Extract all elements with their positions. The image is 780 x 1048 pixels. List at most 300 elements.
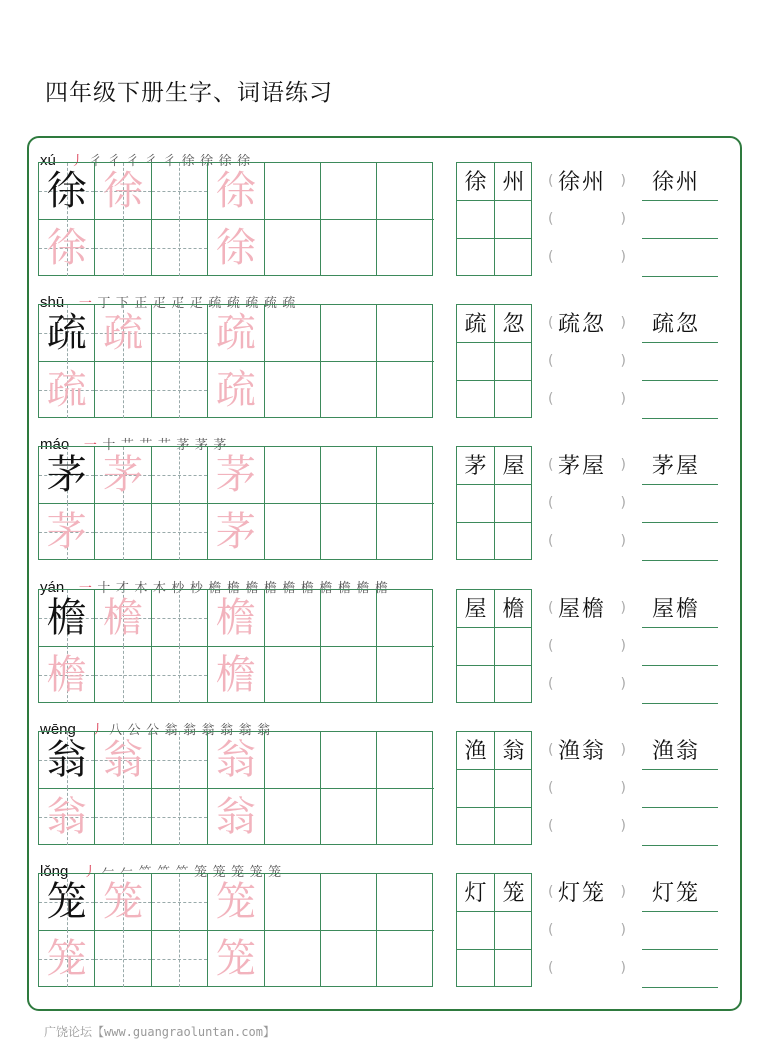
- writing-cell[interactable]: [265, 219, 321, 276]
- writing-cell[interactable]: [377, 361, 433, 418]
- writing-cell[interactable]: [321, 930, 377, 987]
- word-write-cell[interactable]: [457, 808, 494, 845]
- word-write-cell[interactable]: [457, 485, 494, 522]
- pinyin-label: shū: [40, 294, 65, 311]
- word-grid: [456, 446, 532, 560]
- trace-character: 茅: [215, 508, 256, 555]
- stroke-step: ⺮: [157, 865, 171, 880]
- writing-cell[interactable]: [265, 447, 321, 504]
- bracket-column: [548, 589, 626, 703]
- underline-column: [642, 731, 718, 845]
- trace-character: 茅: [103, 452, 144, 498]
- writing-cell[interactable]: [265, 930, 321, 987]
- underline-column: [642, 873, 718, 987]
- writing-cell[interactable]: [265, 874, 321, 931]
- underline-column: [642, 446, 718, 560]
- model-character: 疏: [46, 310, 87, 356]
- stroke-step: 檐: [208, 581, 222, 596]
- trace-character: 檐: [46, 651, 87, 698]
- underline-slot[interactable]: [642, 342, 718, 343]
- guide-line: [179, 732, 180, 788]
- word-write-cell[interactable]: [457, 239, 494, 276]
- trace-character: 徐: [103, 168, 144, 214]
- stroke-step: 笼: [249, 865, 263, 880]
- trace-character: 徐: [215, 168, 256, 214]
- stroke-step: 彳: [144, 154, 158, 169]
- underline-slot[interactable]: [642, 911, 718, 912]
- writing-cell[interactable]: [152, 788, 208, 845]
- trace-character: 笼: [215, 879, 256, 925]
- writing-cell[interactable]: [321, 219, 377, 276]
- writing-grid: [38, 731, 433, 845]
- footer-watermark: 广饶论坛【www.guangraoluntan.com】: [44, 1025, 275, 1039]
- stroke-step: ⺮: [138, 865, 152, 880]
- trace-character: 笼: [103, 879, 144, 925]
- stroke-step: 八: [109, 723, 123, 738]
- word-write-cell[interactable]: [495, 239, 532, 276]
- pinyin-label: máo: [40, 436, 70, 453]
- underline-slot[interactable]: [642, 200, 718, 201]
- writing-cell[interactable]: [39, 874, 95, 931]
- stroke-step: 笼: [212, 865, 226, 880]
- bracket-word: 徐州: [558, 170, 607, 195]
- writing-cell[interactable]: [95, 646, 151, 703]
- writing-cell[interactable]: [377, 788, 433, 845]
- stroke-step: 下: [115, 296, 129, 311]
- bracket-slot[interactable]: ( ): [548, 495, 626, 511]
- writing-cell[interactable]: [377, 163, 433, 220]
- word-write-cell[interactable]: [457, 912, 494, 949]
- stroke-step: 翁: [201, 723, 215, 738]
- writing-cell[interactable]: [95, 503, 151, 560]
- stroke-step: 翁: [257, 723, 271, 738]
- stroke-step: 十: [102, 438, 116, 453]
- writing-cell[interactable]: [152, 361, 208, 418]
- word-write-cell[interactable]: [457, 523, 494, 560]
- bracket-slot[interactable]: ( ): [548, 960, 626, 976]
- writing-cell[interactable]: [95, 163, 151, 220]
- stroke-step: 徐: [218, 154, 232, 169]
- guide-line: [179, 503, 180, 560]
- writing-cell[interactable]: [39, 447, 95, 504]
- writing-cell[interactable]: [95, 219, 151, 276]
- bracket-slot[interactable]: ( ): [548, 391, 626, 407]
- underline-slot[interactable]: [642, 484, 718, 485]
- stroke-step: 彳: [163, 154, 177, 169]
- writing-cell[interactable]: [152, 732, 208, 789]
- writing-grid: [38, 589, 433, 703]
- stroke-step: 翁: [183, 723, 197, 738]
- writing-cell[interactable]: [208, 930, 264, 987]
- writing-cell[interactable]: [321, 447, 377, 504]
- writing-grid: [38, 304, 433, 418]
- word-write-cell[interactable]: [495, 950, 532, 987]
- bracket-slot[interactable]: ( ): [548, 884, 626, 900]
- writing-cell[interactable]: [39, 163, 95, 220]
- writing-cell[interactable]: [39, 732, 95, 789]
- trace-character: 疏: [215, 366, 256, 413]
- writing-cell[interactable]: [208, 874, 264, 931]
- character-section: [0, 433, 780, 575]
- writing-cell[interactable]: [321, 163, 377, 220]
- trace-character: 笼: [215, 935, 256, 982]
- word-write-cell[interactable]: [457, 628, 494, 665]
- writing-cell[interactable]: [208, 503, 264, 560]
- guide-line: [179, 305, 180, 361]
- writing-cell[interactable]: [39, 361, 95, 418]
- word-write-cell[interactable]: [457, 770, 494, 807]
- trace-character: 翁: [215, 737, 256, 783]
- stroke-step: 茅: [176, 438, 190, 453]
- underline-column: [642, 162, 718, 276]
- word-char: 灯: [464, 881, 487, 906]
- guide-line: [179, 930, 180, 987]
- writing-cell[interactable]: [321, 361, 377, 418]
- stroke-step: 徐: [237, 154, 251, 169]
- underline-slot[interactable]: [642, 987, 718, 988]
- bracket-column: [548, 162, 626, 276]
- writing-cell[interactable]: [321, 788, 377, 845]
- writing-cell[interactable]: [265, 163, 321, 220]
- word-char: 屋: [502, 454, 525, 479]
- trace-character: 疏: [103, 310, 144, 356]
- underline-slot[interactable]: [642, 949, 718, 950]
- word-char: 州: [502, 170, 525, 195]
- writing-cell[interactable]: [208, 361, 264, 418]
- writing-cell[interactable]: [377, 305, 433, 362]
- stroke-step: 翁: [238, 723, 252, 738]
- writing-cell[interactable]: [152, 447, 208, 504]
- stroke-step: 檐: [263, 581, 277, 596]
- model-character: 檐: [46, 595, 87, 641]
- bracket-column: [548, 873, 626, 987]
- word-char: 渔: [464, 739, 487, 764]
- stroke-step: 檐: [245, 581, 259, 596]
- bracket-slot[interactable]: ( ): [548, 780, 626, 796]
- word-grid: [456, 589, 532, 703]
- word-write-cell[interactable]: [495, 201, 532, 238]
- word-grid: [456, 304, 532, 418]
- bracket-slot[interactable]: ( ): [548, 457, 626, 473]
- underline-word: 徐州: [652, 170, 701, 195]
- underline-slot[interactable]: [642, 807, 718, 808]
- stroke-step: 十: [97, 581, 111, 596]
- writing-cell[interactable]: [208, 447, 264, 504]
- writing-cell[interactable]: [265, 590, 321, 647]
- writing-cell[interactable]: [208, 788, 264, 845]
- trace-character: 茅: [215, 452, 256, 498]
- stroke-step: 丁: [97, 296, 111, 311]
- bracket-slot[interactable]: ( ): [548, 676, 626, 692]
- stroke-step: 木: [152, 581, 166, 596]
- underline-word: 灯笼: [652, 881, 701, 906]
- word-write-cell[interactable]: [495, 381, 532, 418]
- stroke-step: 疋: [152, 296, 166, 311]
- writing-cell[interactable]: [377, 219, 433, 276]
- writing-cell[interactable]: [39, 788, 95, 845]
- pinyin-label: xú: [40, 152, 56, 169]
- stroke-step: 公: [127, 723, 141, 738]
- bracket-column: [548, 304, 626, 418]
- underline-column: [642, 304, 718, 418]
- writing-cell[interactable]: [265, 361, 321, 418]
- stroke-step: 一: [78, 296, 92, 311]
- stroke-step: 疏: [263, 296, 277, 311]
- bracket-slot[interactable]: ( ): [548, 922, 626, 938]
- writing-cell[interactable]: [39, 503, 95, 560]
- stroke-step: 公: [146, 723, 160, 738]
- guide-line: [179, 590, 180, 646]
- writing-cell[interactable]: [152, 646, 208, 703]
- trace-character: 徐: [46, 224, 87, 271]
- bracket-slot[interactable]: ( ): [548, 353, 626, 369]
- stroke-step: 茅: [213, 438, 227, 453]
- page-title: 四年级下册生字、词语练习: [45, 80, 333, 106]
- stroke-step: 笼: [268, 865, 282, 880]
- bracket-word: 灯笼: [558, 881, 607, 906]
- stroke-step: 檐: [226, 581, 240, 596]
- writing-cell[interactable]: [39, 305, 95, 362]
- writing-cell[interactable]: [377, 590, 433, 647]
- underline-slot[interactable]: [642, 769, 718, 770]
- pinyin-label: lǒng: [40, 863, 69, 880]
- word-write-cell[interactable]: [495, 666, 532, 703]
- writing-cell[interactable]: [265, 305, 321, 362]
- stroke-step: 疏: [208, 296, 222, 311]
- stroke-step: 疋: [189, 296, 203, 311]
- word-write-cell[interactable]: [495, 523, 532, 560]
- writing-cell[interactable]: [208, 590, 264, 647]
- writing-cell[interactable]: [39, 219, 95, 276]
- underline-slot[interactable]: [642, 627, 718, 628]
- bracket-column: [548, 731, 626, 845]
- stroke-step: 杪: [189, 581, 203, 596]
- bracket-slot[interactable]: ( ): [548, 173, 626, 189]
- writing-cell[interactable]: [39, 930, 95, 987]
- word-write-cell[interactable]: [457, 950, 494, 987]
- pinyin-label: wēng: [40, 721, 76, 738]
- stroke-step: 艹: [157, 438, 171, 453]
- underline-slot[interactable]: [642, 703, 718, 704]
- guide-line: [179, 646, 180, 703]
- word-write-cell[interactable]: [495, 770, 532, 807]
- writing-grid: [38, 162, 433, 276]
- writing-cell[interactable]: [377, 503, 433, 560]
- guide-line: [123, 930, 124, 987]
- stroke-step: 丿: [83, 865, 97, 880]
- stroke-step: 茅: [194, 438, 208, 453]
- writing-cell[interactable]: [95, 361, 151, 418]
- stroke-step: 𠂉: [101, 865, 115, 880]
- bracket-slot[interactable]: ( ): [548, 315, 626, 331]
- word-write-cell[interactable]: [495, 343, 532, 380]
- bracket-slot[interactable]: ( ): [548, 533, 626, 549]
- model-character: 茅: [46, 452, 87, 498]
- writing-cell[interactable]: [377, 930, 433, 987]
- word-char: 茅: [464, 454, 487, 479]
- writing-cell[interactable]: [377, 874, 433, 931]
- word-write-cell[interactable]: [495, 628, 532, 665]
- bracket-slot[interactable]: ( ): [548, 600, 626, 616]
- stroke-step: 彳: [126, 154, 140, 169]
- trace-character: 疏: [46, 366, 87, 413]
- word-write-cell[interactable]: [457, 201, 494, 238]
- bracket-word: 茅屋: [558, 454, 607, 479]
- writing-cell[interactable]: [265, 646, 321, 703]
- writing-cell[interactable]: [152, 930, 208, 987]
- writing-cell[interactable]: [39, 590, 95, 647]
- writing-cell[interactable]: [208, 646, 264, 703]
- bracket-column: [548, 446, 626, 560]
- writing-cell[interactable]: [377, 447, 433, 504]
- underline-word: 茅屋: [652, 454, 701, 479]
- stroke-step: 彳: [107, 154, 121, 169]
- writing-cell[interactable]: [95, 590, 151, 647]
- trace-character: 檐: [215, 651, 256, 698]
- stroke-step: 笼: [231, 865, 245, 880]
- stroke-step: 杪: [171, 581, 185, 596]
- writing-cell[interactable]: [321, 646, 377, 703]
- underline-slot[interactable]: [642, 276, 718, 277]
- writing-cell[interactable]: [152, 874, 208, 931]
- word-char: 笼: [502, 881, 525, 906]
- writing-cell[interactable]: [39, 646, 95, 703]
- writing-cell[interactable]: [152, 305, 208, 362]
- stroke-step: 徐: [181, 154, 195, 169]
- bracket-word: 屋檐: [558, 597, 607, 622]
- word-write-cell[interactable]: [457, 381, 494, 418]
- writing-cell[interactable]: [377, 646, 433, 703]
- stroke-step: 艹: [120, 438, 134, 453]
- word-char: 屋: [464, 597, 487, 622]
- writing-cell[interactable]: [95, 732, 151, 789]
- word-write-cell[interactable]: [495, 485, 532, 522]
- writing-cell[interactable]: [152, 163, 208, 220]
- guide-line: [179, 447, 180, 503]
- trace-character: 笼: [46, 935, 87, 982]
- writing-cell[interactable]: [152, 590, 208, 647]
- writing-cell[interactable]: [321, 874, 377, 931]
- writing-cell[interactable]: [95, 447, 151, 504]
- word-write-cell[interactable]: [495, 912, 532, 949]
- pinyin-label: yán: [40, 579, 65, 596]
- writing-grid: [38, 873, 433, 987]
- writing-cell[interactable]: [265, 732, 321, 789]
- writing-cell[interactable]: [152, 219, 208, 276]
- stroke-step: 檐: [282, 581, 296, 596]
- stroke-step: 檐: [374, 581, 388, 596]
- stroke-step: 檐: [337, 581, 351, 596]
- underline-slot[interactable]: [642, 418, 718, 419]
- writing-cell[interactable]: [208, 305, 264, 362]
- writing-cell[interactable]: [208, 219, 264, 276]
- bracket-slot[interactable]: ( ): [548, 249, 626, 265]
- stroke-step: 檐: [356, 581, 370, 596]
- guide-line: [179, 219, 180, 276]
- word-char: 疏: [464, 312, 487, 337]
- bracket-slot[interactable]: ( ): [548, 211, 626, 227]
- writing-cell[interactable]: [321, 590, 377, 647]
- writing-cell[interactable]: [152, 503, 208, 560]
- guide-line: [123, 788, 124, 845]
- writing-cell[interactable]: [95, 874, 151, 931]
- trace-character: 疏: [215, 310, 256, 356]
- stroke-step: 疏: [245, 296, 259, 311]
- model-character: 徐: [46, 168, 87, 214]
- bracket-slot[interactable]: ( ): [548, 638, 626, 654]
- character-section: [0, 576, 780, 718]
- stroke-step: 疏: [282, 296, 296, 311]
- stroke-step: 翁: [164, 723, 178, 738]
- word-char: 徐: [464, 170, 487, 195]
- underline-slot[interactable]: [642, 665, 718, 666]
- underline-word: 屋檐: [652, 597, 701, 622]
- trace-character: 檐: [103, 595, 144, 641]
- stroke-step: 才: [115, 581, 129, 596]
- writing-grid: [38, 446, 433, 560]
- character-section: [0, 149, 780, 291]
- underline-slot[interactable]: [642, 560, 718, 561]
- writing-cell[interactable]: [265, 788, 321, 845]
- writing-cell[interactable]: [377, 732, 433, 789]
- stroke-step: 笼: [194, 865, 208, 880]
- writing-cell[interactable]: [208, 163, 264, 220]
- guide-line: [123, 361, 124, 418]
- writing-cell[interactable]: [321, 732, 377, 789]
- stroke-step: 一: [83, 438, 97, 453]
- writing-cell[interactable]: [321, 305, 377, 362]
- guide-line: [123, 219, 124, 276]
- writing-cell[interactable]: [265, 503, 321, 560]
- trace-character: 翁: [46, 793, 87, 840]
- stroke-step: 一: [78, 581, 92, 596]
- word-write-cell[interactable]: [495, 808, 532, 845]
- bracket-word: 疏忽: [558, 312, 607, 337]
- writing-cell[interactable]: [95, 305, 151, 362]
- word-char: 檐: [502, 597, 525, 622]
- word-grid: [456, 162, 532, 276]
- writing-cell[interactable]: [321, 503, 377, 560]
- model-character: 翁: [46, 737, 87, 783]
- word-write-cell[interactable]: [457, 343, 494, 380]
- guide-line: [123, 646, 124, 703]
- character-section: [0, 718, 780, 860]
- word-grid: [456, 731, 532, 845]
- guide-line: [179, 788, 180, 845]
- underline-slot[interactable]: [642, 238, 718, 239]
- guide-line: [179, 874, 180, 930]
- word-grid: [456, 873, 532, 987]
- underline-slot[interactable]: [642, 522, 718, 523]
- bracket-word: 渔翁: [558, 739, 607, 764]
- writing-cell[interactable]: [95, 788, 151, 845]
- word-write-cell[interactable]: [457, 666, 494, 703]
- trace-character: 檐: [215, 595, 256, 641]
- writing-cell[interactable]: [208, 732, 264, 789]
- stroke-step: ⺮: [175, 865, 189, 880]
- underline-slot[interactable]: [642, 845, 718, 846]
- writing-cell[interactable]: [95, 930, 151, 987]
- trace-character: 茅: [46, 508, 87, 555]
- underline-word: 渔翁: [652, 739, 701, 764]
- bracket-slot[interactable]: ( ): [548, 818, 626, 834]
- trace-character: 翁: [103, 737, 144, 783]
- guide-line: [123, 503, 124, 560]
- underline-slot[interactable]: [642, 380, 718, 381]
- word-char: 翁: [502, 739, 525, 764]
- bracket-slot[interactable]: ( ): [548, 742, 626, 758]
- stroke-step: 疋: [171, 296, 185, 311]
